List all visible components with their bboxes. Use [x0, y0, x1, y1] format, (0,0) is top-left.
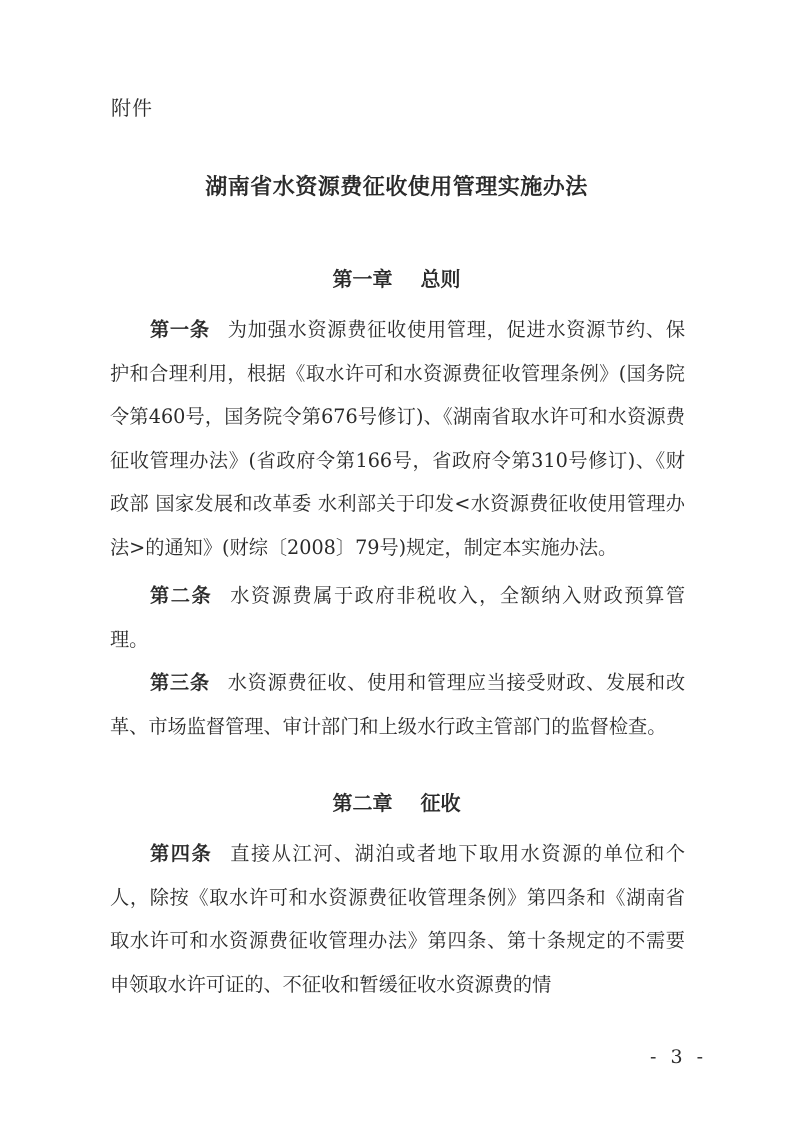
article-text: 水资源费属于政府非税收入，全额纳入财政预算管理。 — [110, 584, 686, 651]
chapter-name: 征收 — [420, 791, 461, 815]
article-number: 第二条 — [150, 584, 213, 607]
article-text: 水资源费征收、使用和管理应当接受财政、发展和改革、市场监督管理、审计部门和上级水行政主管部门的监督检查。 — [110, 671, 686, 738]
chapter-number: 第二章 — [332, 791, 393, 815]
document-title: 湖南省水资源费征收使用管理实施办法 — [205, 174, 588, 200]
page-number: - 3 - — [649, 1046, 707, 1068]
article — [110, 574, 685, 661]
article-number: 第三条 — [150, 671, 210, 694]
chapter-number: 第一章 — [332, 267, 393, 291]
article-text: 为加强水资源费征收使用管理，促进水资源节约、保护和合理利用，根据《取水许可和水资源费征收管理条例》(国务院令第460号，国务院令第676号修订)、《湖南省取水许可和水资源费征收管理办法》(省政府令第166号，省政府令第310号修订)、《财政部 国家发展和改革委 水利部关于印发<水资源费征收使用管理办法>的通知》(财综〔2008〕79号)规定，制定本实施办法。 — [110, 318, 686, 559]
chapter-heading — [0, 263, 793, 292]
article — [110, 832, 685, 1006]
chapter-heading — [0, 787, 793, 816]
article-number: 第四条 — [150, 842, 213, 865]
article — [110, 661, 685, 748]
chapter-name: 总则 — [420, 267, 461, 291]
attachment-label: 附件 — [111, 96, 153, 120]
article-text: 直接从江河、湖泊或者地下取用水资源的单位和个人，除按《取水许可和水资源费征收管理条例》第四条和《湖南省取水许可和水资源费征收管理办法》第四条、第十条规定的不需要申领取水许可证的、不征收和暂缓征收水资源费的情 — [110, 842, 686, 996]
article-number: 第一条 — [150, 318, 210, 341]
article — [110, 308, 685, 569]
